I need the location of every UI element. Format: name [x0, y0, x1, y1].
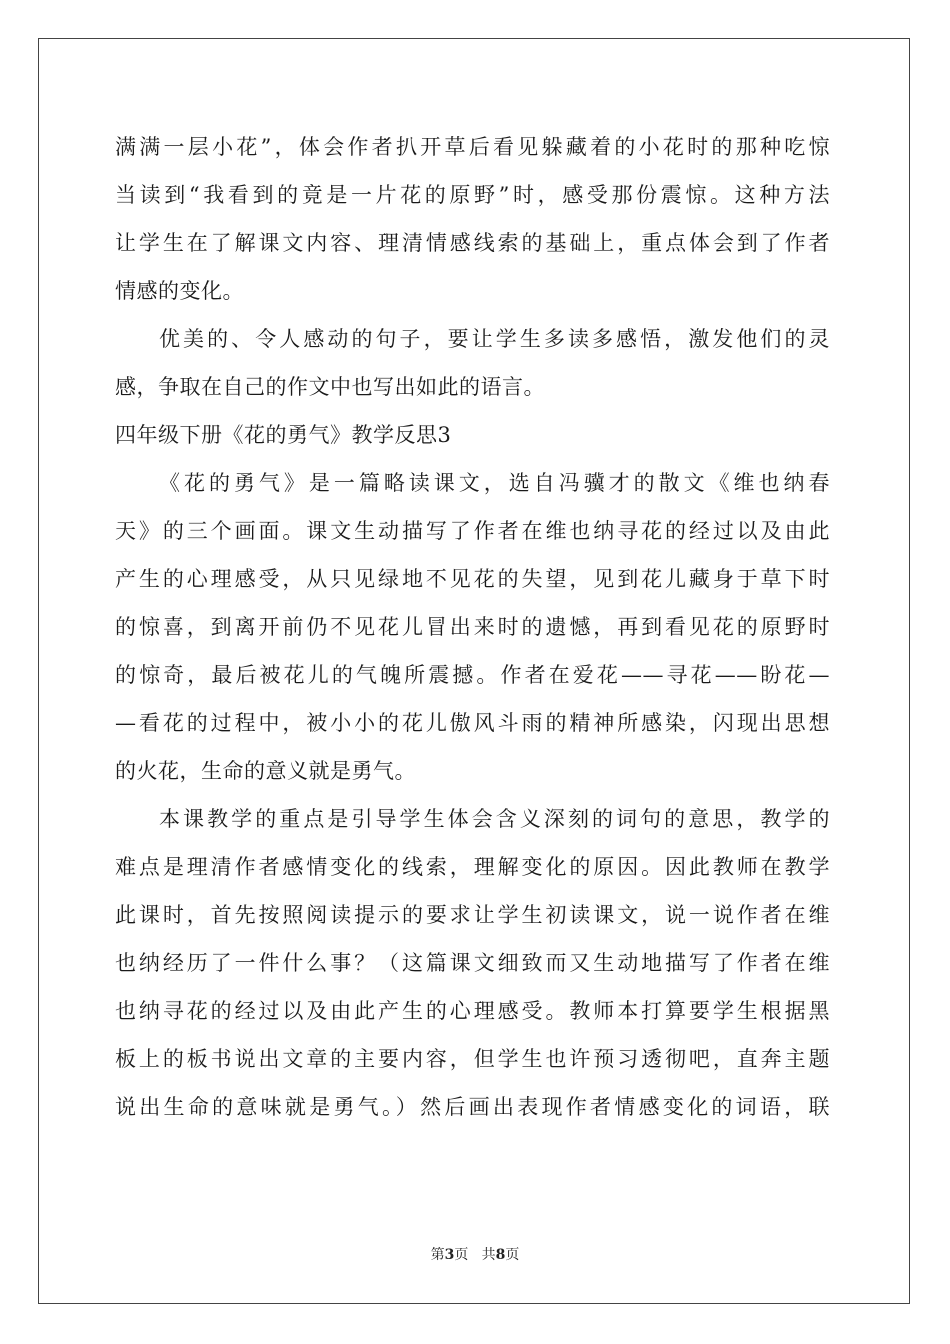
page-footer	[0, 1244, 950, 1264]
text-line: 感，争取在自己的作文中也写出如此的语言。	[115, 375, 545, 399]
text-line: 的惊喜，到离开前仍不见花儿冒出来时的遗憾，再到看见花的原野时	[115, 615, 830, 639]
footer-total-prefix: 共	[481, 1247, 496, 1263]
footer-prefix: 第	[430, 1247, 445, 1263]
text-line: 让学生在了解课文内容、理清情感线索的基础上，重点体会到了作者	[115, 231, 830, 255]
section-heading: 四年级下册《花的勇气》教学反思3	[115, 423, 452, 447]
text-line: 板上的板书说出文章的主要内容，但学生也许预习透彻吧，直奔主题	[115, 1047, 830, 1071]
text-line: 也纳经历了一件什么事？（这篇课文细致而又生动地描写了作者在维	[115, 951, 830, 975]
text-line: 满满一层小花”，体会作者扒开草后看见躲藏着的小花时的那种吃惊	[115, 135, 830, 159]
text-line: —看花的过程中，被小小的花儿傲风斗雨的精神所感染，闪现出思想	[115, 711, 830, 735]
text-line: 的惊奇，最后被花儿的气魄所震撼。作者在爱花——寻花——盼花—	[115, 663, 830, 687]
text-line: 的火花，生命的意义就是勇气。	[115, 759, 416, 783]
text-line: 产生的心理感受，从只见绿地不见花的失望，见到花儿藏身于草下时	[115, 567, 830, 591]
text-line: 当读到“我看到的竟是一片花的原野”时，感受那份震惊。这种方法	[115, 183, 830, 207]
text-line: 天》的三个画面。课文生动描写了作者在维也纳寻花的经过以及由此	[115, 519, 830, 543]
text-line: 情感的变化。	[115, 279, 244, 303]
page-number: 3	[444, 1247, 455, 1263]
text-line: 难点是理清作者感情变化的线索，理解变化的原因。因此教师在教学	[115, 855, 830, 879]
footer-total-suffix: 页	[505, 1247, 520, 1263]
text-line: 此课时，首先按照阅读提示的要求让学生初读课文，说一说作者在维	[115, 903, 830, 927]
text-line: 优美的、令人感动的句子，要让学生多读多感悟，激发他们的灵	[159, 327, 830, 351]
total-pages: 8	[495, 1247, 506, 1263]
text-line: 也纳寻花的经过以及由此产生的心理感受。教师本打算要学生根据黑	[115, 999, 830, 1023]
text-line: 说出生命的意味就是勇气。）然后画出表现作者情感变化的词语，联	[115, 1095, 830, 1119]
document-body	[115, 123, 830, 1131]
footer-page-suffix: 页	[454, 1247, 469, 1263]
text-line: 本课教学的重点是引导学生体会含义深刻的词句的意思，教学的	[159, 807, 830, 831]
text-line: 《花的勇气》是一篇略读课文，选自冯骥才的散文《维也纳春	[159, 471, 830, 495]
